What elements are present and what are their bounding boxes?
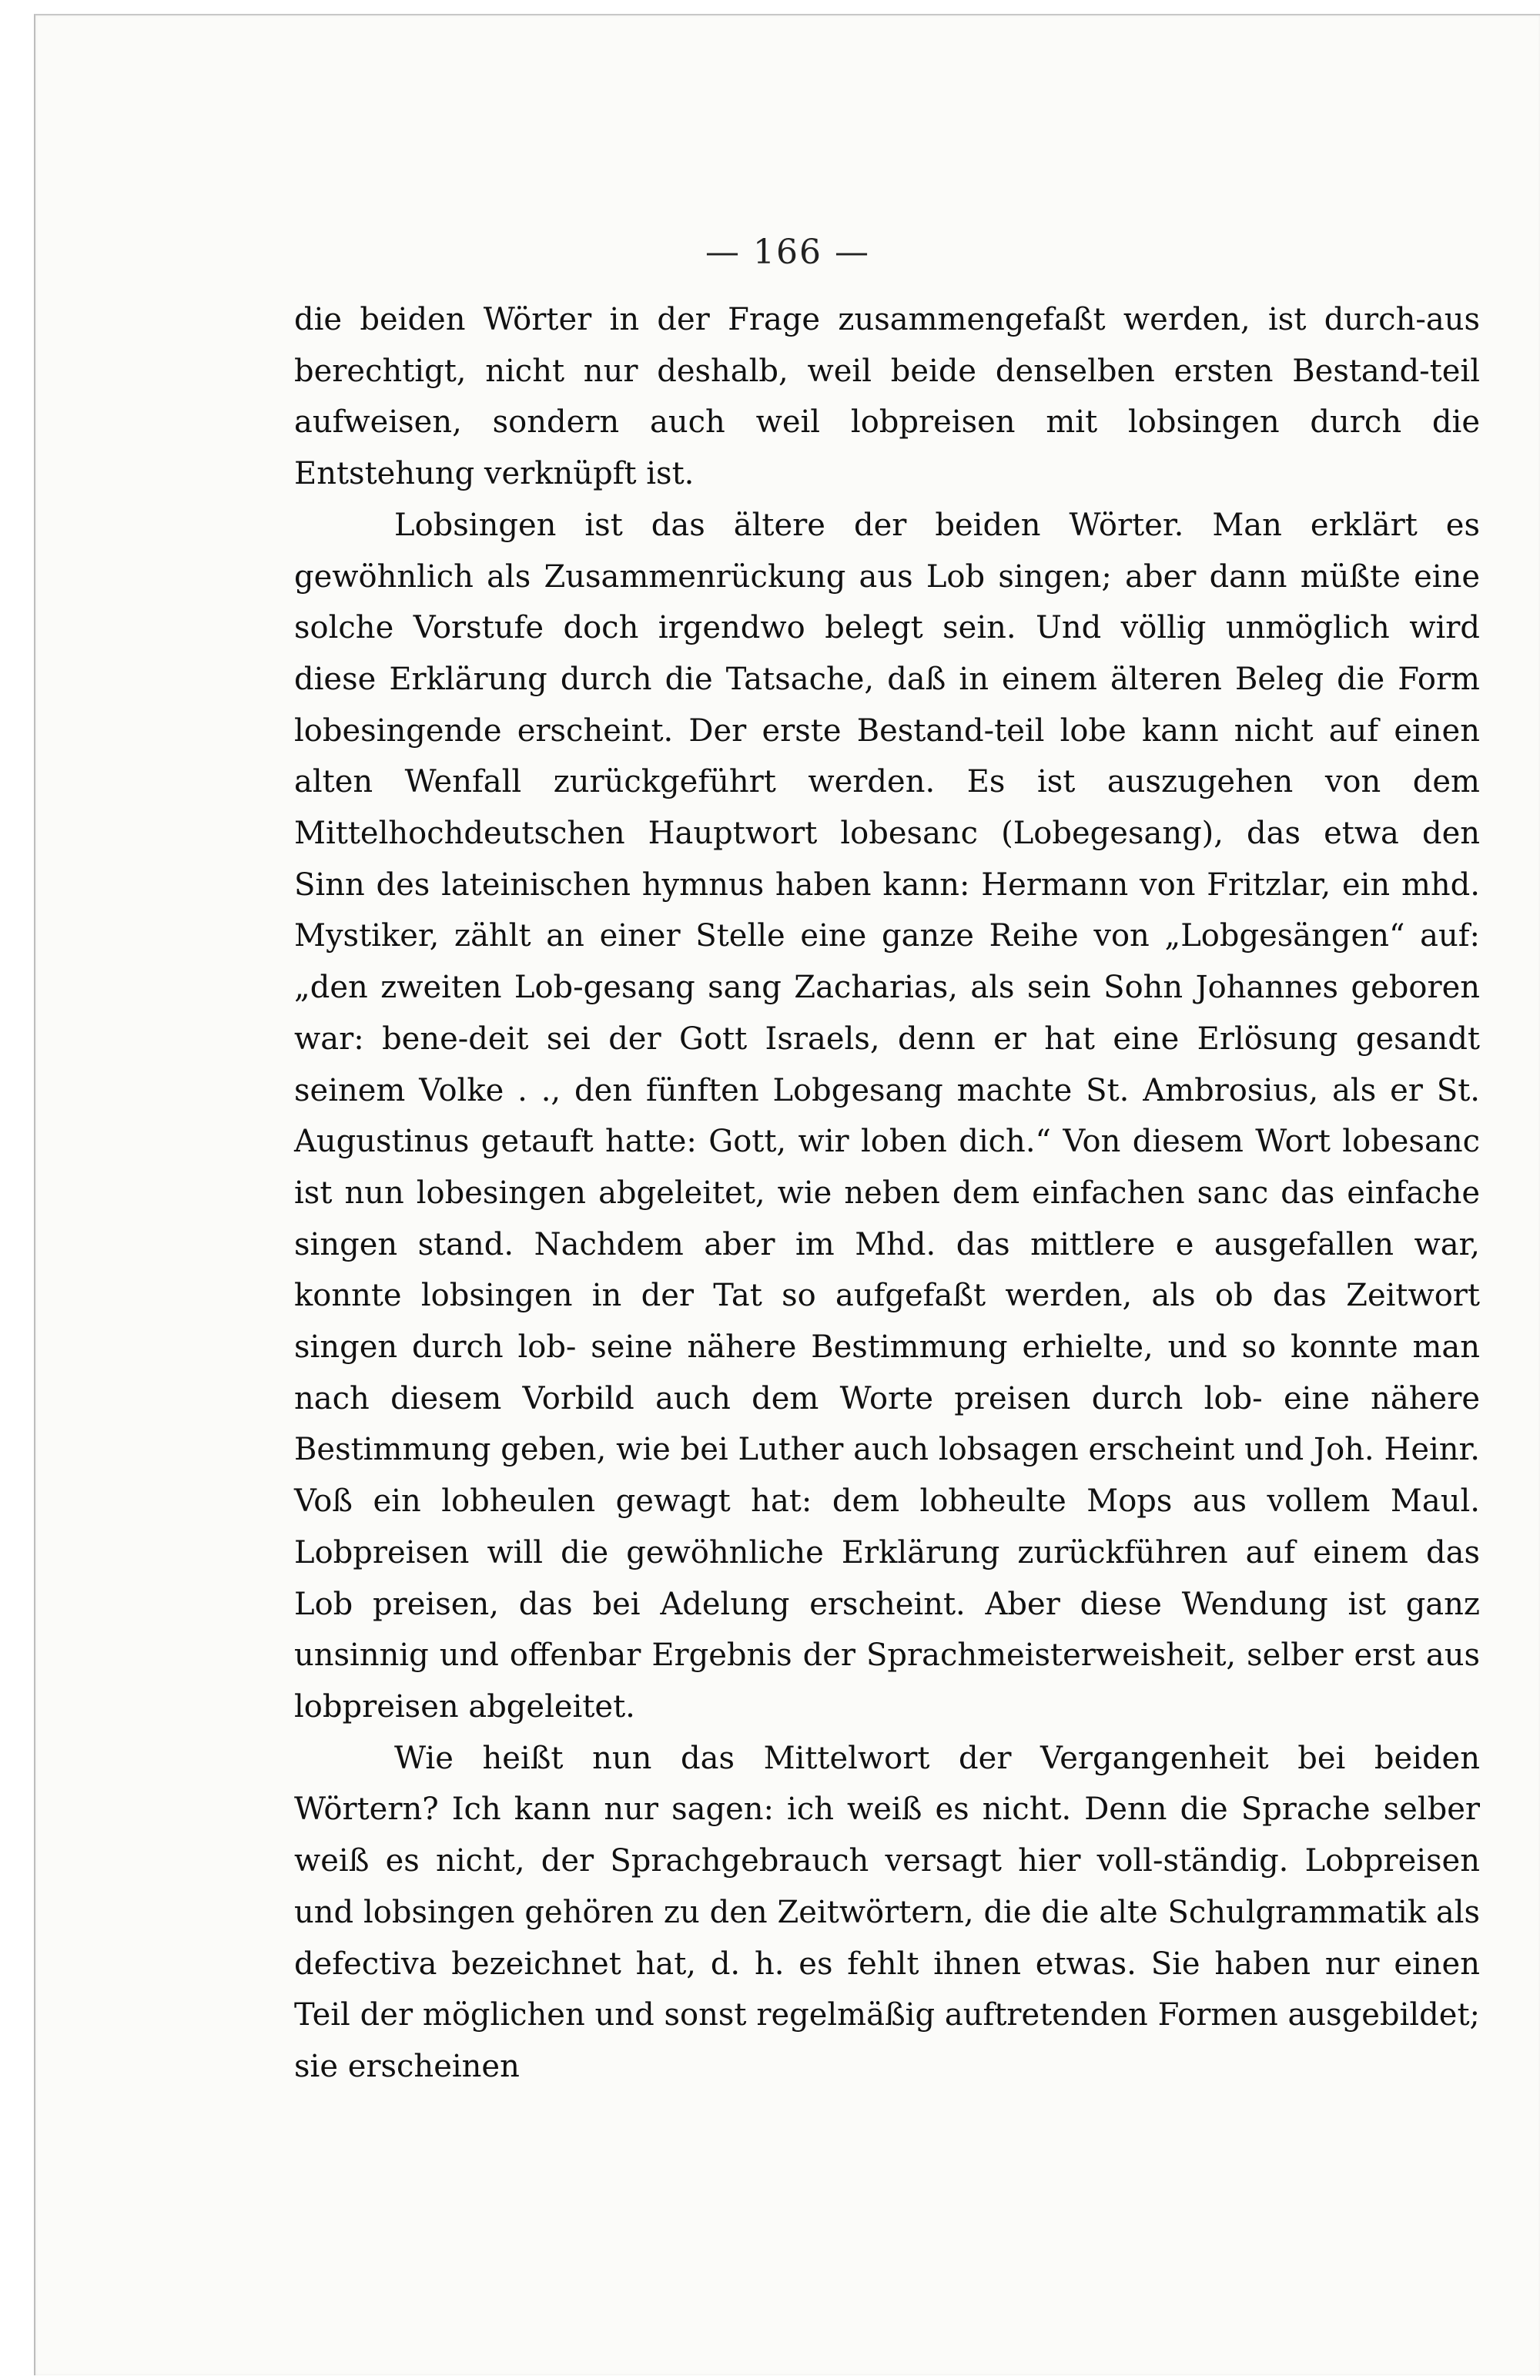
book-page	[34, 14, 1540, 2375]
paragraph-2: Lobsingen ist das ältere der beiden Wörter. Man erklärt es gewöhnlich als Zusammenrückung aus Lob singen; aber dann müßte eine solche Vorstufe doch irgendwo belegt sein. Und völlig unmöglich wird diese Erklärung durch die Tatsache, daß in einem älteren Beleg die Form lobesingende erscheint. Der erste Bestand‑teil lobe kann nicht auf einen alten Wenfall zurückgeführt werden. Es ist auszugehen von dem Mittelhochdeutschen Hauptwort lobesanc (Lobegesang), das etwa den Sinn des lateinischen hymnus haben kann: Hermann von Fritzlar, ein mhd. Mystiker, zählt an einer Stelle eine ganze Reihe von „Lobgesängen“ auf: „den zweiten Lob‑gesang sang Zacharias, als sein Sohn Johannes geboren war: bene‑deit sei der Gott Israels, denn er hat eine Erlösung gesandt seinem Volke . ., den fünften Lobgesang machte St. Ambrosius, als er St. Augustinus getauft hatte: Gott, wir loben dich.“ Von diesem Wort lobesanc ist nun lobesingen abgeleitet, wie neben dem einfachen sanc das einfache singen stand. Nachdem aber im Mhd. das mittlere e ausgefallen war, konnte lobsingen in der Tat so aufgefaßt werden, als ob das Zeitwort singen durch lob‑ seine nähere Bestimmung erhielte, und so konnte man nach diesem Vorbild auch dem Worte preisen durch lob‑ eine nähere Bestimmung geben, wie bei Luther auch lobsagen erscheint und Joh. Heinr. Voß ein lobheulen gewagt hat: dem lobheulte Mops aus vollem Maul. Lobpreisen will die gewöhnliche Erklärung zurückführen auf einem das Lob preisen, das bei Adelung erscheint. Aber diese Wendung ist ganz unsinnig und offenbar Ergebnis der Sprachmeisterweisheit, selber erst aus lobpreisen abgeleitet.	[294, 507, 1480, 1725]
body-text	[294, 294, 1480, 2093]
page-number: — 166 —	[705, 233, 870, 272]
paragraph-1: die beiden Wörter in der Frage zusammengefaßt werden, ist durch‑aus berechtigt, nicht nur deshalb, weil beide denselben ersten Bestand‑teil aufweisen, sondern auch weil lobpreisen mit lobsingen durch die Entstehung verknüpft ist.	[294, 302, 1480, 492]
paragraph-3: Wie heißt nun das Mittelwort der Vergangenheit bei beiden Wörtern? Ich kann nur sagen: ich weiß es nicht. Denn die Sprache selber weiß es nicht, der Sprachgebrauch versagt hier voll‑ständig. Lobpreisen und lobsingen gehören zu den Zeitwörtern, die die alte Schulgrammatik als defectiva bezeichnet hat, d. h. es fehlt ihnen etwas. Sie haben nur einen Teil der möglichen und sonst regelmäßig auftretenden Formen ausgebildet; sie erscheinen	[294, 1740, 1480, 2084]
